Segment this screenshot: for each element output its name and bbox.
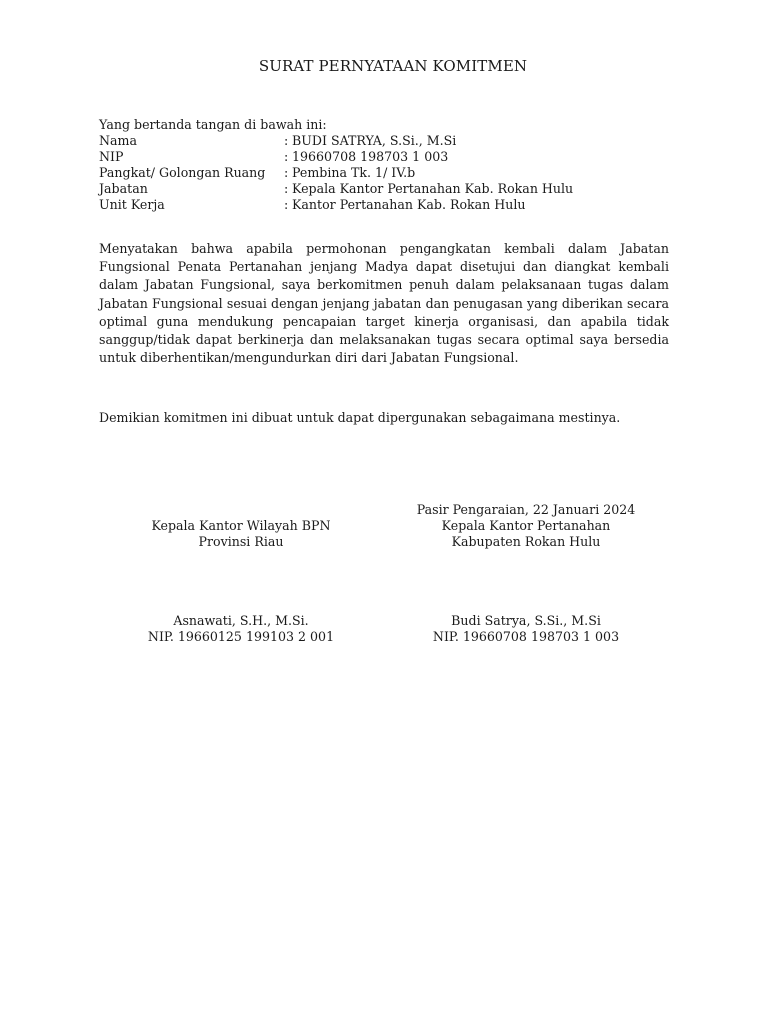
field-row-pangkat <box>99 165 659 181</box>
field-value: BUDI SATRYA, S.Si., M.Si <box>292 133 457 148</box>
signer-position: Kepala Kantor Pertanahan <box>441 518 611 533</box>
field-row-unit-kerja <box>99 197 659 213</box>
field-label: NIP <box>99 149 124 164</box>
place-date: Pasir Pengaraian, 22 Januari 2024 <box>416 502 636 517</box>
field-value: Pembina Tk. 1/ IV.b <box>292 165 416 180</box>
intro-text: Yang bertanda tangan di bawah ini: <box>99 117 327 132</box>
identity-fields <box>99 133 659 213</box>
closing-sentence: Demikian komitmen ini dibuat untuk dapat dipergunakan sebagaimana mestinya. <box>99 410 621 425</box>
field-row-nip <box>99 149 659 165</box>
statement-paragraph: Menyatakan bahwa apabila permohonan pengangkatan kembali dalam Jabatan Fungsional Penata Pertanahan jenjang Madya dapat disetujui dan diangkat kembali dalam Jabatan Fungsional, saya berkomitmen penuh dalam pelaksanaan tugas dalam Jabatan Fungsional sesuai dengan jenjang jabatan dan penugasan yang diberikan secara optimal guna mendukung pencapaian target kinerja organisasi, dan apabila tidak sanggup/tidak dapat berkinerja dan melaksanakan tugas secara optimal saya bersedia untuk diberhentikan/mengundurkan diri dari Jabatan Fungsional. <box>99 241 669 366</box>
signer-position: Kabupaten Rokan Hulu <box>451 534 601 549</box>
field-label: Jabatan <box>99 181 148 196</box>
field-colon: : <box>284 149 289 164</box>
field-colon: : <box>284 165 289 180</box>
signature-block-left <box>91 518 391 645</box>
field-colon: : <box>284 181 289 196</box>
field-label: Pangkat/ Golongan Ruang <box>99 165 266 180</box>
field-row-jabatan <box>99 181 659 197</box>
field-colon: : <box>284 197 289 212</box>
signature-block-right <box>376 502 676 645</box>
field-value: Kantor Pertanahan Kab. Rokan Hulu <box>292 197 526 212</box>
document-title: SURAT PERNYATAAN KOMITMEN <box>258 57 528 75</box>
signer-nip: NIP. 19660125 199103 2 001 <box>147 629 335 644</box>
signer-name: Asnawati, S.H., M.Si. <box>173 613 309 628</box>
field-row-nama <box>99 133 659 149</box>
field-value: 19660708 198703 1 003 <box>292 149 449 164</box>
signer-position: Provinsi Riau <box>198 534 284 549</box>
field-value: Kepala Kantor Pertanahan Kab. Rokan Hulu <box>292 181 574 196</box>
field-label: Unit Kerja <box>99 197 165 212</box>
field-label: Nama <box>99 133 137 148</box>
signer-name: Budi Satrya, S.Si., M.Si <box>451 613 601 628</box>
signer-nip: NIP. 19660708 198703 1 003 <box>432 629 620 644</box>
signer-position: Kepala Kantor Wilayah BPN <box>151 518 331 533</box>
field-colon: : <box>284 133 289 148</box>
